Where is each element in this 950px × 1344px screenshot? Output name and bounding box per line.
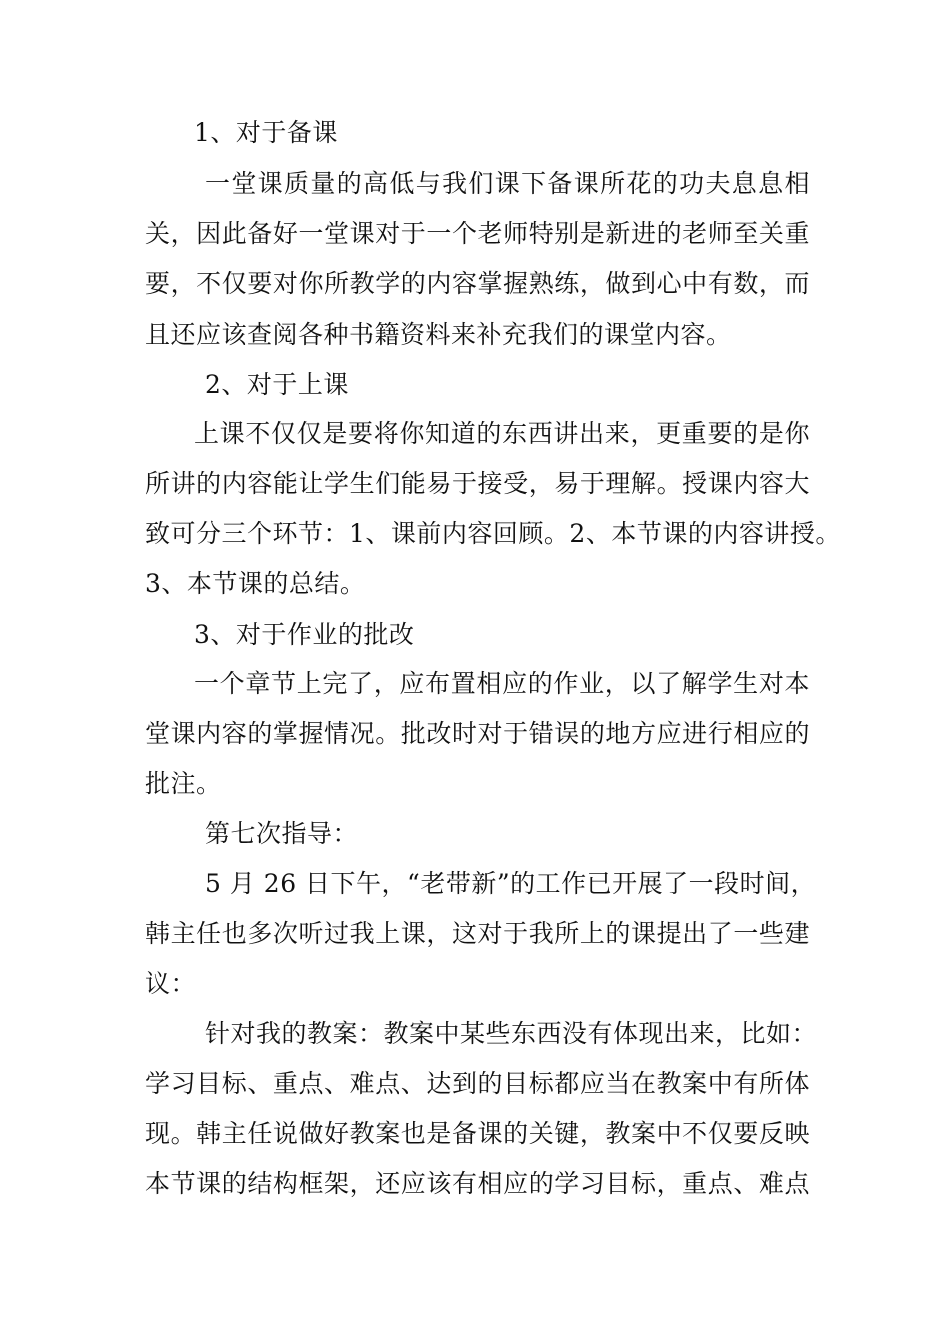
paragraph-line: 一个章节上完了，应布置相应的作业，以了解学生对本: [194, 669, 810, 698]
heading-seventh-guidance: 第七次指导：: [205, 819, 359, 848]
paragraph-line: 堂课内容的掌握情况。批改时对于错误的地方应进行相应的: [145, 719, 810, 748]
paragraph-line: 3、本节课的总结。: [145, 569, 366, 598]
paragraph-line: 本节课的结构框架，还应该有相应的学习目标，重点、难点: [145, 1169, 810, 1198]
paragraph-line: 关，因此备好一堂课对于一个老师特别是新进的老师至关重: [145, 219, 810, 248]
heading-homework: 3、对于作业的批改: [194, 620, 415, 649]
paragraph-line: 上课不仅仅是要将你知道的东西讲出来，更重要的是你: [194, 419, 810, 448]
heading-lesson-prep: 1、对于备课: [194, 118, 338, 147]
paragraph-line: 议：: [145, 969, 197, 998]
paragraph-line: 一堂课质量的高低与我们课下备课所花的功夫息息相: [205, 169, 810, 198]
paragraph-line: 韩主任也多次听过我上课，这对于我所上的课提出了一些建: [145, 919, 810, 948]
paragraph-line: 所讲的内容能让学生们能易于接受，易于理解。授课内容大: [145, 469, 810, 498]
paragraph-line: 学习目标、重点、难点、达到的目标都应当在教案中有所体: [145, 1069, 810, 1098]
paragraph-line: 现。韩主任说做好教案也是备课的关键，教案中不仅要反映: [145, 1119, 810, 1148]
paragraph-line: 针对我的教案：教案中某些东西没有体现出来，比如：: [205, 1019, 818, 1048]
paragraph-line: 要，不仅要对你所教学的内容掌握熟练，做到心中有数，而: [145, 269, 810, 298]
paragraph-line: 5 月 26 日下午，“老带新”的工作已开展了一段时间，: [205, 869, 817, 898]
heading-teaching: 2、对于上课: [205, 370, 349, 399]
paragraph-line: 批注。: [145, 769, 222, 798]
paragraph-line: 致可分三个环节：1、课前内容回顾。2、本节课的内容讲授。: [145, 519, 841, 548]
paragraph-line: 且还应该查阅各种书籍资料来补充我们的课堂内容。: [145, 320, 732, 349]
